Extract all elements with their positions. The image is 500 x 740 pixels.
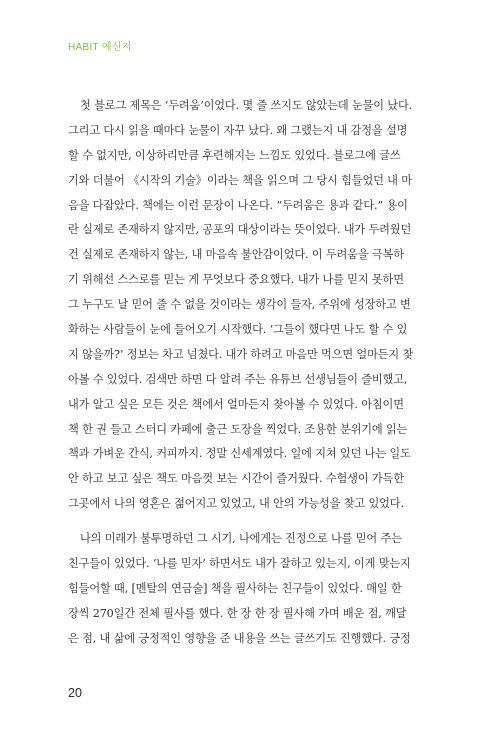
text-line: 나의 미래가 불투명하던 그 시기, 나에게는 진정으로 나를 믿어 주는 [80, 532, 402, 545]
text-line: 할 수 없지만, 이상하리만큼 후련해지는 느낌도 있었다. 블로그에 글쓰 [68, 148, 401, 162]
text-line: 책 한 권 들고 스터디 카페에 출근 도장을 찍었다. 조용한 분위기에 읽는 [68, 422, 408, 436]
text-line: 기 위해선 스스로를 믿는 게 무엇보다 중요했다. 내가 나를 믿지 못하면 [68, 273, 404, 287]
text-line: 음을 다잡았다. 책에는 이런 문장이 나온다. “두려움은 용과 같다.” 용이 [68, 198, 408, 212]
page-number: 20 [68, 686, 82, 700]
text-line: 기와 더불어 《시작의 기술》이라는 책을 읽으며 그 당시 힘들었던 내 마 [68, 173, 412, 187]
text-line: 안 하고 보고 싶은 책도 마음껏 보는 시간이 즐거웠다. 수험생이 가득한 [68, 472, 404, 486]
text-line: 내가 알고 싶은 모든 것은 책에서 얼마든지 찾아볼 수 있었다. 아침이면 [68, 397, 404, 411]
text-line: 건 실제로 존재하지 않는, 내 마음속 불안감이었다. 이 두려움을 극복하 [68, 248, 404, 262]
text-line: 힘들어할 때, [멘탈의 연금술] 책을 필사하는 친구들이 있었다. 매일 한 [68, 581, 402, 595]
text-line: 지 않을까?’ 정보는 차고 넘쳤다. 내가 하려고 마음만 먹으면 얼마든지 찾 [68, 347, 414, 361]
text-line: 그곳에서 나의 영혼은 젊어지고 있었고, 내 안의 가능성을 찾고 있었다. [68, 497, 404, 511]
text-line: 첫 블로그 제목은 ‘두려움’이었다. 몇 줄 쓰지도 않았는데 눈물이 났다. [80, 99, 413, 112]
text-line: 그 누구도 날 믿어 줄 수 없을 것이라는 생각이 들자, 주위에 성장하고 변 [68, 298, 411, 312]
running-header: HABIT 예신저 [68, 42, 132, 53]
text-line: 그리고 다시 읽을 때마다 눈물이 자꾸 났다. 왜 그랬는지 내 감정을 설명 [68, 123, 408, 137]
text-line: 화하는 사람들이 눈에 들어오기 시작했다. ‘그들이 했다면 나도 할 수 있 [68, 323, 408, 337]
paragraph-2 [68, 527, 420, 651]
text-line: 아볼 수 있었다. 검색만 하면 다 알려 주는 유튜브 선생님들이 즐비했고, [68, 372, 408, 386]
text-line: 장씩 270일간 전체 필사를 했다. 한 장 한 장 필사해 가며 배운 점, 깨달 [68, 606, 407, 620]
paragraph-1 [68, 94, 420, 517]
text-line: 친구들이 있었다. ‘나를 믿자’ 하면서도 내가 잘하고 있는지, 이게 맞는지 [68, 556, 411, 570]
text-line: 책과 가벼운 간식, 커피까지. 정말 신세계였다. 일에 지쳐 있던 나는 일도 [68, 447, 411, 461]
text-line: 란 실제로 존재하지 않지만, 공포의 대상이라는 뜻이었다. 내가 두려웠던 [68, 223, 412, 237]
text-line: 은 점, 내 삶에 긍정적인 영향을 준 내용을 쓰는 글쓰기도 진행했다. 긍정 [68, 631, 411, 645]
